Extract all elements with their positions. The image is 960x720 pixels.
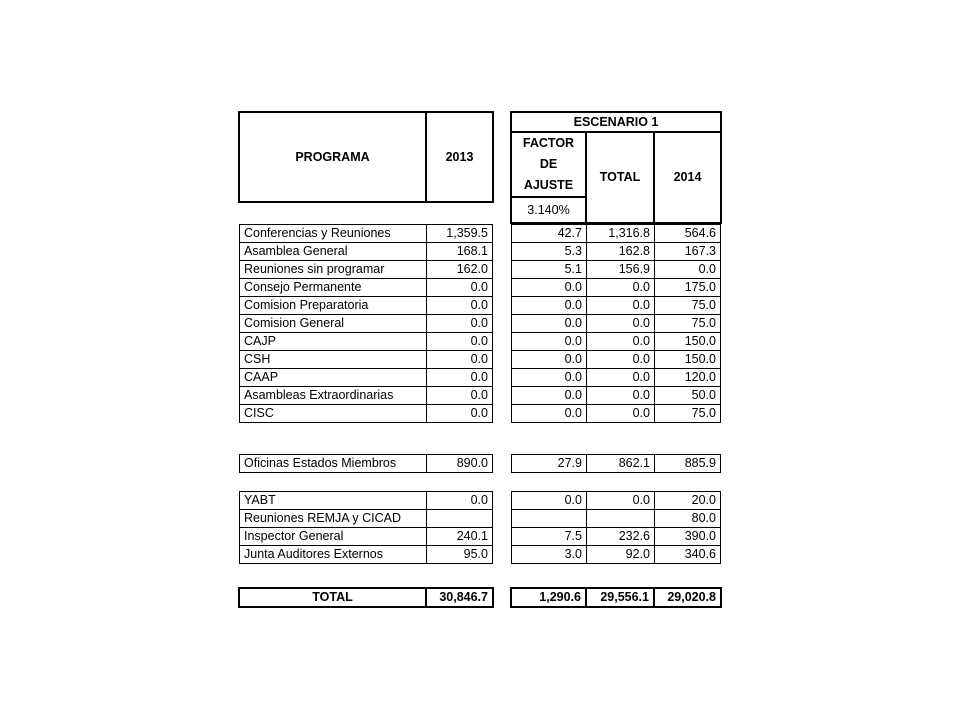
row-total-value: 0.0 xyxy=(587,333,655,351)
row-total-value: 232.6 xyxy=(587,528,655,546)
row-2013-value: 95.0 xyxy=(427,546,493,564)
row-factor-value: 5.1 xyxy=(512,261,587,279)
row-2014-value: 80.0 xyxy=(655,510,721,528)
row-total-value: 92.0 xyxy=(587,546,655,564)
totals-label: TOTAL xyxy=(239,588,426,607)
row-total-value: 0.0 xyxy=(587,369,655,387)
table-row xyxy=(512,315,721,333)
table-row xyxy=(512,243,721,261)
group2-left-table xyxy=(239,454,493,473)
totals-total: 29,556.1 xyxy=(586,588,654,607)
table-row xyxy=(512,405,721,423)
row-total-value: 0.0 xyxy=(587,492,655,510)
table-row xyxy=(512,351,721,369)
table-row xyxy=(512,279,721,297)
row-total-value: 1,316.8 xyxy=(587,225,655,243)
table-row xyxy=(512,225,721,243)
totals-2014: 29,020.8 xyxy=(654,588,721,607)
row-2014-value: 340.6 xyxy=(655,546,721,564)
row-total-value: 0.0 xyxy=(587,387,655,405)
row-program-name: Consejo Permanente xyxy=(240,279,427,297)
row-2014-value: 564.6 xyxy=(655,225,721,243)
row-total-value: 0.0 xyxy=(587,351,655,369)
row-factor-value: 3.0 xyxy=(512,546,587,564)
table-row xyxy=(240,546,493,564)
row-factor-value: 0.0 xyxy=(512,369,587,387)
row-2014-value: 75.0 xyxy=(655,315,721,333)
row-2013-value: 0.0 xyxy=(427,297,493,315)
row-factor-value: 0.0 xyxy=(512,297,587,315)
row-2013-value: 0.0 xyxy=(427,387,493,405)
table-row xyxy=(512,510,721,528)
row-factor-value: 0.0 xyxy=(512,315,587,333)
table-row xyxy=(240,510,493,528)
group1-right-table xyxy=(511,224,721,423)
row-total-value: 156.9 xyxy=(587,261,655,279)
row-2013-value: 162.0 xyxy=(427,261,493,279)
row-factor-value: 7.5 xyxy=(512,528,587,546)
table-row xyxy=(240,387,493,405)
row-2014-value: 120.0 xyxy=(655,369,721,387)
row-total-value: 0.0 xyxy=(587,279,655,297)
row-2013-value: 890.0 xyxy=(427,455,493,473)
row-2014-value: 885.9 xyxy=(655,455,721,473)
table-row xyxy=(240,369,493,387)
group2-right-table xyxy=(511,454,721,473)
row-2014-value: 75.0 xyxy=(655,297,721,315)
row-program-name: YABT xyxy=(240,492,427,510)
table-row xyxy=(512,297,721,315)
totals-factor: 1,290.6 xyxy=(511,588,586,607)
table-row xyxy=(240,351,493,369)
row-program-name: Reuniones REMJA y CICAD xyxy=(240,510,427,528)
row-program-name: Comision General xyxy=(240,315,427,333)
row-program-name: CISC xyxy=(240,405,427,423)
header-factor: FACTOR DE AJUSTE xyxy=(511,132,586,197)
row-program-name: CSH xyxy=(240,351,427,369)
table-row xyxy=(240,279,493,297)
totals-2013: 30,846.7 xyxy=(426,588,493,607)
row-2014-value: 150.0 xyxy=(655,351,721,369)
row-2013-value: 0.0 xyxy=(427,351,493,369)
table-row xyxy=(240,243,493,261)
row-factor-value: 0.0 xyxy=(512,387,587,405)
row-2014-value: 75.0 xyxy=(655,405,721,423)
row-program-name: CAAP xyxy=(240,369,427,387)
row-factor-value: 0.0 xyxy=(512,333,587,351)
row-2014-value: 167.3 xyxy=(655,243,721,261)
row-program-name: Reuniones sin programar xyxy=(240,261,427,279)
totals-left-table xyxy=(238,587,494,608)
table-row xyxy=(240,315,493,333)
row-2013-value: 0.0 xyxy=(427,279,493,297)
row-factor-value: 0.0 xyxy=(512,279,587,297)
table-row xyxy=(240,261,493,279)
row-2014-value: 390.0 xyxy=(655,528,721,546)
row-2014-value: 20.0 xyxy=(655,492,721,510)
row-2014-value: 50.0 xyxy=(655,387,721,405)
row-program-name: Comision Preparatoria xyxy=(240,297,427,315)
table-row xyxy=(512,528,721,546)
row-2014-value: 0.0 xyxy=(655,261,721,279)
table-row xyxy=(512,261,721,279)
row-program-name: CAJP xyxy=(240,333,427,351)
header-right-table xyxy=(510,111,722,224)
table-row xyxy=(240,333,493,351)
table-row xyxy=(512,492,721,510)
row-total-value: 0.0 xyxy=(587,297,655,315)
row-factor-value xyxy=(512,510,587,528)
row-2013-value: 240.1 xyxy=(427,528,493,546)
row-program-name: Junta Auditores Externos xyxy=(240,546,427,564)
header-escenario: ESCENARIO 1 xyxy=(511,112,721,132)
row-program-name: Asamblea General xyxy=(240,243,427,261)
row-2013-value: 0.0 xyxy=(427,315,493,333)
group3-right-table xyxy=(511,491,721,564)
header-2013: 2013 xyxy=(426,112,493,202)
table-row xyxy=(512,546,721,564)
row-factor-value: 0.0 xyxy=(512,492,587,510)
row-2013-value: 1,359.5 xyxy=(427,225,493,243)
group3-left-table xyxy=(239,491,493,564)
row-factor-value: 0.0 xyxy=(512,405,587,423)
row-program-name: Inspector General xyxy=(240,528,427,546)
table-row xyxy=(240,492,493,510)
header-2014: 2014 xyxy=(654,132,721,223)
table-row xyxy=(240,405,493,423)
header-programa: PROGRAMA xyxy=(239,112,426,202)
row-factor-value: 27.9 xyxy=(512,455,587,473)
totals-right-table xyxy=(510,587,722,608)
row-2013-value xyxy=(427,510,493,528)
row-2014-value: 150.0 xyxy=(655,333,721,351)
header-left-table xyxy=(238,111,494,203)
row-factor-value: 0.0 xyxy=(512,351,587,369)
row-factor-value: 42.7 xyxy=(512,225,587,243)
row-factor-value: 5.3 xyxy=(512,243,587,261)
row-program-name: Oficinas Estados Miembros xyxy=(240,455,427,473)
table-row xyxy=(512,387,721,405)
row-program-name: Conferencias y Reuniones xyxy=(240,225,427,243)
row-2013-value: 0.0 xyxy=(427,405,493,423)
table-row xyxy=(240,455,493,473)
row-total-value: 162.8 xyxy=(587,243,655,261)
row-total-value xyxy=(587,510,655,528)
row-2014-value: 175.0 xyxy=(655,279,721,297)
table-row xyxy=(240,297,493,315)
group1-left-table xyxy=(239,224,493,423)
row-2013-value: 168.1 xyxy=(427,243,493,261)
row-total-value: 862.1 xyxy=(587,455,655,473)
table-row xyxy=(512,455,721,473)
table-row xyxy=(240,225,493,243)
row-2013-value: 0.0 xyxy=(427,333,493,351)
row-program-name: Asambleas Extraordinarias xyxy=(240,387,427,405)
header-total: TOTAL xyxy=(586,132,654,223)
header-factor-value: 3.140% xyxy=(511,197,586,223)
row-total-value: 0.0 xyxy=(587,315,655,333)
table-row xyxy=(512,333,721,351)
row-2013-value: 0.0 xyxy=(427,369,493,387)
table-row xyxy=(512,369,721,387)
table-row xyxy=(240,528,493,546)
row-total-value: 0.0 xyxy=(587,405,655,423)
row-2013-value: 0.0 xyxy=(427,492,493,510)
